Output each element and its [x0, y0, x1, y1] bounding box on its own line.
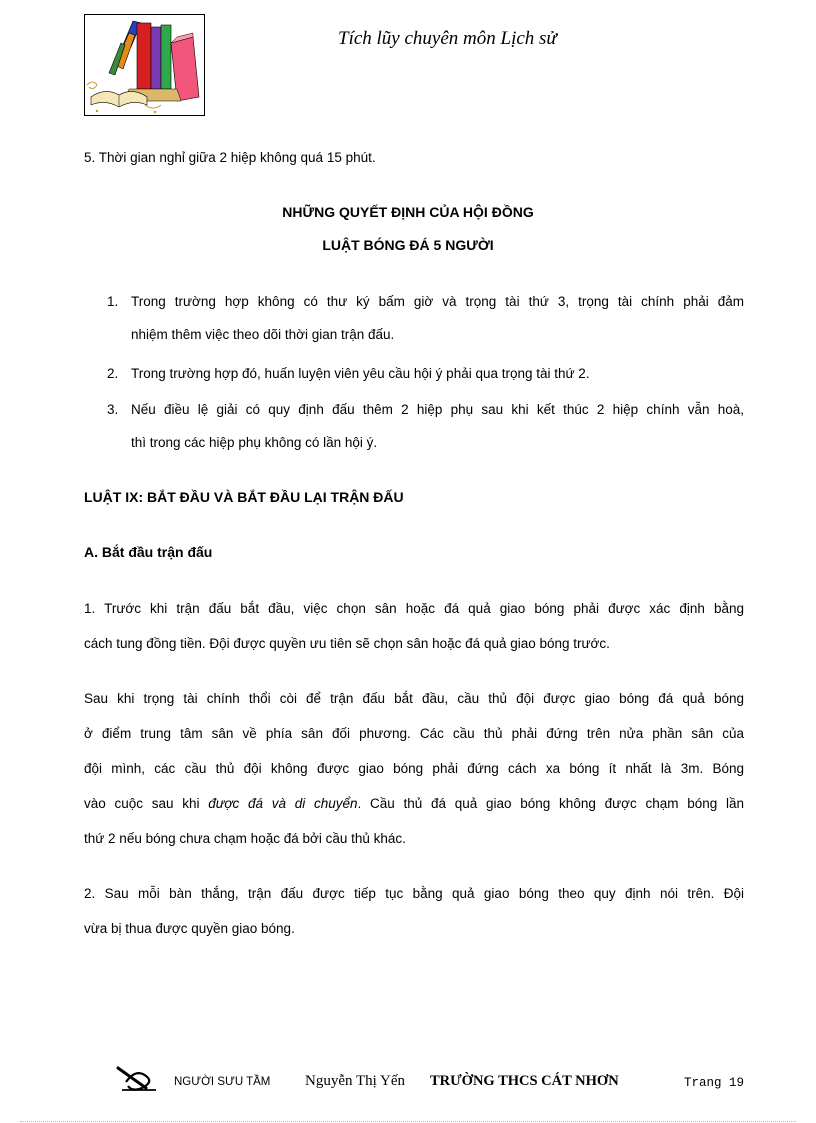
- law-heading: LUẬT IX: BẮT ĐẦU VÀ BẮT ĐẦU LẠI TRẬN ĐẤU: [84, 489, 404, 505]
- paragraph-line: đội mình, các cầu thủ đội không được giao bóng phải đứng cách xa bóng ít nhất là 3m. Bóng: [84, 761, 744, 776]
- list-item-line: thì trong các hiệp phụ không có lần hội ý.: [131, 435, 378, 450]
- paragraph-line: thứ 2 nếu bóng chưa chạm hoặc đá bởi cầu thủ khác.: [84, 831, 406, 846]
- logo-books-illustration: [84, 14, 205, 116]
- footer-school: TRƯỜNG THCS CÁT NHƠN: [430, 1073, 619, 1089]
- paragraph-line: Sau khi trọng tài chính thổi còi để trận đấu bắt đầu, cầu thủ đội được giao bóng đá quả bóng: [84, 691, 744, 706]
- pen-writing-icon: [116, 1064, 160, 1088]
- list-item-line: nhiệm thêm việc theo dõi thời gian trận đấu.: [131, 327, 395, 342]
- text-run: . Cầu thủ đá quả giao bóng không được chạm bóng lần: [357, 796, 744, 811]
- paragraph-line: ở điểm trung tâm sân về phía sân đối phương. Các cầu thủ phải đứng trên nửa phần sân của: [84, 726, 744, 741]
- intro-line: 5. Thời gian nghỉ giữa 2 hiệp không quá 15 phút.: [84, 150, 376, 165]
- list-number: 1.: [107, 294, 119, 309]
- list-number: 2.: [107, 366, 119, 381]
- paragraph-line: cách tung đồng tiền. Đội được quyền ưu tiên sẽ chọn sân hoặc đá quả giao bóng trước.: [84, 636, 610, 651]
- paragraph-line: vừa bị thua được quyền giao bóng.: [84, 921, 295, 936]
- collector-label: NGƯỜI SƯU TẦM: [174, 1076, 271, 1088]
- paragraph-line: 1. Trước khi trận đấu bắt đầu, việc chọn sân hoặc đá quả giao bóng phải được xác định bằng: [84, 601, 744, 616]
- list-number: 3.: [107, 402, 119, 417]
- paragraph-2: [84, 681, 744, 856]
- list-item-line: Trong trường hợp đó, huấn luyện viên yêu cầu hội ý phải qua trọng tài thứ 2.: [131, 366, 590, 381]
- italic-phrase: được đá và di chuyển: [208, 796, 358, 811]
- paragraph-3: [84, 876, 744, 946]
- section-a-heading: A. Bắt đầu trận đấu: [84, 544, 213, 560]
- books-icon: [85, 15, 205, 116]
- header-title: Tích lũy chuyên môn Lịch sử: [338, 28, 557, 49]
- decision-item-1: [107, 285, 744, 351]
- paragraph-line: 2. Sau mỗi bàn thắng, trận đấu được tiếp tục bằng quả giao bóng theo quy định nói trên. Đội: [84, 886, 744, 901]
- decision-item-2: [107, 357, 744, 390]
- text-run: vào cuộc sau khi: [84, 796, 209, 811]
- footer-author: Nguyễn Thị Yến: [305, 1073, 405, 1089]
- footer-page-number: Trang 19: [684, 1076, 745, 1090]
- list-item-line: Nếu điều lệ giải có quy định đấu thêm 2 hiệp phụ sau khi kết thúc 2 hiệp chính vẫn hoà,: [131, 402, 744, 417]
- list-item-line: Trong trường hợp không có thư ký bấm giờ và trọng tài thứ 3, trọng tài chính phải đảm: [131, 294, 744, 309]
- decisions-title-line1: NHỮNG QUYẾT ĐỊNH CỦA HỘI ĐỒNG: [282, 204, 534, 220]
- paragraph-1: [84, 591, 744, 661]
- decision-item-3: [107, 393, 744, 459]
- footer-divider: [20, 1121, 796, 1122]
- decisions-title-line2: LUẬT BÓNG ĐÁ 5 NGƯỜI: [322, 237, 494, 253]
- paragraph-line-mixed: [84, 786, 744, 821]
